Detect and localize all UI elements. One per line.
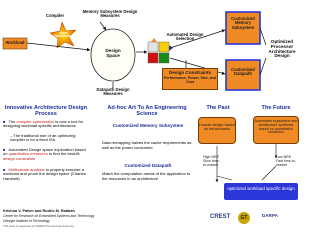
- customized-datapath-label: Customized Datapath: [231, 67, 255, 77]
- footer-line-3: Georgia Institute of Technology: [3, 219, 50, 223]
- traditional-role-note: [10, 134, 90, 143]
- darpa-logo: [262, 213, 278, 219]
- crest-logo: [210, 214, 230, 220]
- future-title: The Future: [261, 105, 291, 111]
- darpa-logo-text: DARPA: [262, 213, 278, 218]
- optimized-processor-label: Optimized Processor Architecture Design: [268, 39, 296, 59]
- b2-red2: design constraints: [3, 155, 36, 161]
- workload-box-label: Workload: [5, 40, 25, 45]
- footer-line-4: This work is supported by DARPA PCA and sponsored by ...: [3, 224, 78, 228]
- low-nre-label: Low NRE Fast time-to-market: [276, 155, 297, 167]
- novel-optimizations-label: Novel Optimizations: [53, 31, 75, 39]
- b2-text-a: Automated Design space exploration based on: [3, 147, 86, 157]
- middle-title: Ad-hoc Art To An Engineering Science: [107, 105, 187, 117]
- datapath-measures-label: Datapath Design Measures: [96, 87, 130, 97]
- footer-line-2: Center for Research on Embedded Systems and Technology: [3, 214, 95, 218]
- optimized-design-box: optimized workload specific design: [224, 183, 298, 200]
- b3-text-b: to properly exercise a workload and prune the design space (Charles Hardnett): [3, 167, 86, 181]
- bullet-automated-design: [3, 148, 91, 161]
- high-nre-label: High NRE Slow time-to-market: [203, 155, 220, 167]
- b2-text-b: to find the best-fit: [48, 151, 80, 157]
- past-title: The Past: [206, 105, 230, 111]
- dash-glyph: –: [10, 133, 14, 138]
- gt-logo-text: GT: [240, 215, 248, 221]
- b1-text-a: The: [8, 119, 16, 124]
- footer-authors: Krishna V. Palem and Rodric M. Rabbah: [3, 209, 75, 213]
- design-constraints-box: [162, 68, 218, 90]
- b1-red: compiler optimization: [16, 119, 55, 124]
- b1-text-b: is now a tool for designing workload specific architectures: [3, 119, 84, 129]
- customized-memory-label: Customized Memory Subsystem: [231, 16, 255, 30]
- memory-subsystem-measures-label: Memory Subsystem Design Measures: [82, 9, 138, 19]
- past-box: Human design based on benchmarks: [198, 117, 236, 144]
- design-constraints-title: Design Constraints: [168, 70, 212, 75]
- design-constraints-sub: Performance, Power, Size, and Cost: [163, 75, 217, 84]
- b3-red: Multivariate analysis: [8, 167, 45, 172]
- crest-logo-text: CREST: [210, 214, 231, 220]
- future-box: Automated exploration and architecture synthesis based on quantitative measures: [253, 116, 299, 144]
- compiler-label: Compiler: [45, 13, 65, 18]
- traditional-role-text: The traditional role of an optimizing compiler is for a fixed ISA: [10, 133, 76, 143]
- customized-memory-subheading: Customized Memory Subsystem: [112, 123, 184, 128]
- gt-logo: [238, 212, 250, 224]
- middle-paragraph-2: Match the computation needs of the application to the resources in an architecture: [102, 171, 191, 181]
- b2-red: quantitative measures: [8, 151, 48, 157]
- automated-design-selection-label: Automated Design Selection: [166, 32, 204, 42]
- bullet-compiler: [3, 120, 91, 129]
- customized-datapath-subheading: Customized Datapath: [124, 163, 172, 168]
- left-title: Innovative Architecture Design Process: [4, 105, 88, 117]
- middle-paragraph-1: Data remapping halves the cache requirements as well as the power consumed: [102, 140, 192, 150]
- design-space-label: Design Space: [105, 48, 121, 58]
- bullet-multivariate: [3, 168, 91, 181]
